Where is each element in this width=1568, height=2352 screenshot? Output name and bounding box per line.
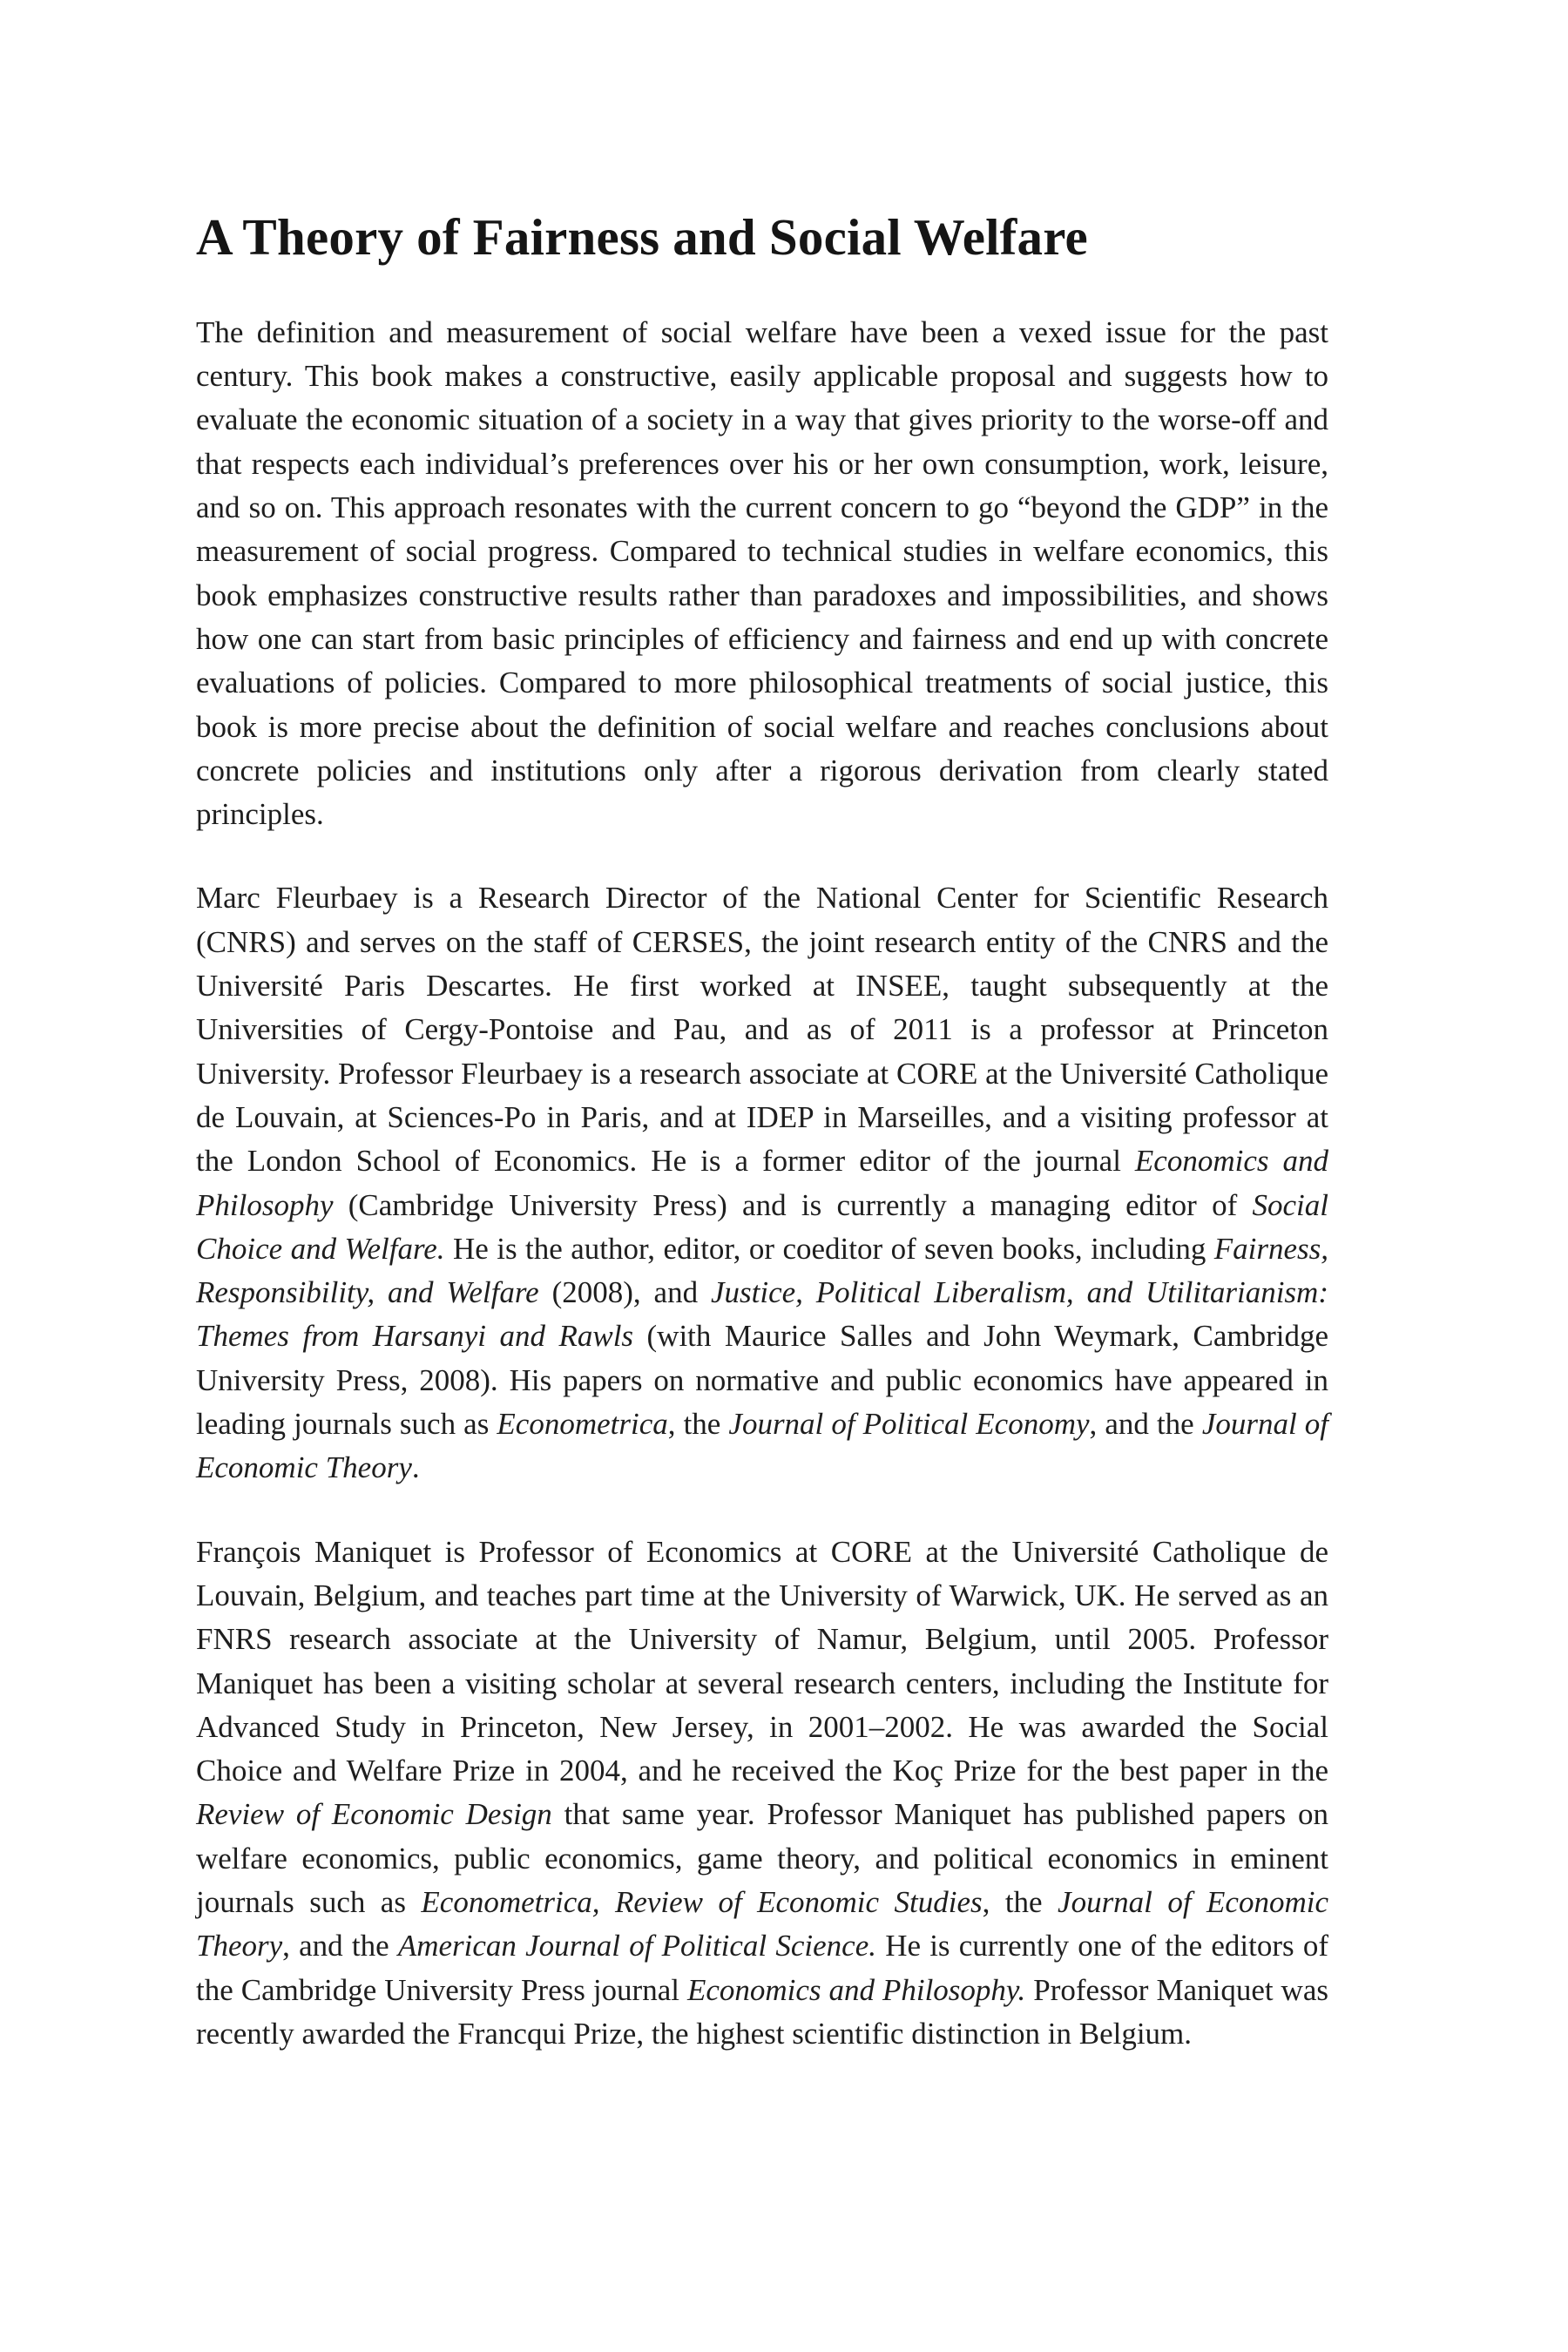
book-title: A Theory of Fairness and Social Welfare xyxy=(196,208,1088,266)
journal-title: Social Choice and Welfare. xyxy=(196,1187,1328,1266)
bio-text: . xyxy=(411,1450,420,1485)
journal-title: Economics and Philosophy xyxy=(196,1144,1328,1222)
bio-text: He is the author, editor, or coeditor of seven books, including xyxy=(444,1231,1214,1266)
book-reference: Justice, Political Liberalism, and Utilitarianism: Themes from Harsanyi and Rawls xyxy=(196,1275,1328,1354)
book-reference: Fairness, Responsibility, and Welfare xyxy=(196,1231,1329,1310)
author-bio-maniquet xyxy=(196,1531,1328,2057)
journal-title: Econometrica, Review of Economic Studies xyxy=(421,1884,983,1919)
journal-title: Journal of Economic Theory xyxy=(196,1407,1328,1485)
bio-text: , the xyxy=(667,1407,729,1442)
journal-title: Economics and Philosophy. xyxy=(686,1972,1026,2007)
journal-title: Journal of Economic Theory xyxy=(196,1884,1328,1963)
bio-text: He is currently one of the editors of the Cambridge University Press journal xyxy=(196,1929,1328,2007)
bio-text: (with Maurice Salles and John Weymark, Cambridge University Press, 2008). His papers on normative and public economics have appeared in leading journals such as xyxy=(196,1319,1328,1442)
book-description: The definition and measurement of social welfare have been a vexed issue for the past century. This book makes a constructive, easily applicable proposal and suggests how to evaluate the economic situation of a society in a way that gives priority to the worse-off and that respects each individual’s preferences over his or her own consumption, work, leisure, and so on. This approach resonates with the current concern to go “beyond the GDP” in the measurement of social progress. Compared to technical studies in welfare economics, this book emphasizes constructive results rather than paradoxes and impossibilities, and shows how one can start from basic principles of efficiency and fairness and end up with concrete evaluations of policies. Compared to more philosophical treatments of social justice, this book is more precise about the definition of social welfare and reaches conclusions about concrete policies and institutions only after a rigorous derivation from clearly stated principles. xyxy=(196,314,1328,832)
bio-text: , and the xyxy=(282,1929,398,1963)
bio-text: (Cambridge University Press) and is currently a managing editor of xyxy=(333,1187,1253,1222)
bio-text: , and the xyxy=(1089,1407,1202,1442)
page xyxy=(196,209,1328,2056)
bio-text: , the xyxy=(982,1884,1058,1919)
author-bio-fleurbaey xyxy=(196,876,1328,1490)
journal-title: Journal of Political Economy xyxy=(728,1407,1090,1442)
journal-title: Econometrica xyxy=(497,1407,668,1442)
journal-title: American Journal of Political Science. xyxy=(397,1929,876,1963)
bio-text: (2008), and xyxy=(538,1275,711,1310)
bio-text: that same year. Professor Maniquet has published papers on welfare economics, public economics, game theory, and political economics in eminent journals such as xyxy=(196,1797,1328,1919)
bio-text: Professor Maniquet was recently awarded the Francqui Prize, the highest scientific distinction in Belgium. xyxy=(196,1972,1328,2051)
journal-title: Review of Economic Design xyxy=(196,1797,552,1832)
bio-text: François Maniquet is Professor of Economics at CORE at the Université Catholique de Louvain, Belgium, and teaches part time at the University of Warwick, UK. He served as an FNRS research associate at the University of Namur, Belgium, until 2005. Professor Maniquet has been a visiting scholar at several research centers, including the Institute for Advanced Study in Princeton, New Jersey, in 2001–2002. He was awarded the Social Choice and Welfare Prize in 2004, and he received the Koç Prize for the best paper in the xyxy=(196,1534,1328,1788)
bio-text: Marc Fleurbaey is a Research Director of the National Center for Scientific Research (CNRS) and serves on the staff of CERSES, the joint research entity of the CNRS and the Université Paris Descartes. He first worked at INSEE, taught subsequently at the Universities of Cergy-Pontoise and Pau, and as of 2011 is a professor at Princeton University. Professor Fleurbaey is a research associate at CORE at the Université Catholique de Louvain, at Sciences-Po in Paris, and at IDEP in Marseilles, and a visiting professor at the London School of Economics. He is a former editor of the journal xyxy=(196,881,1328,1179)
